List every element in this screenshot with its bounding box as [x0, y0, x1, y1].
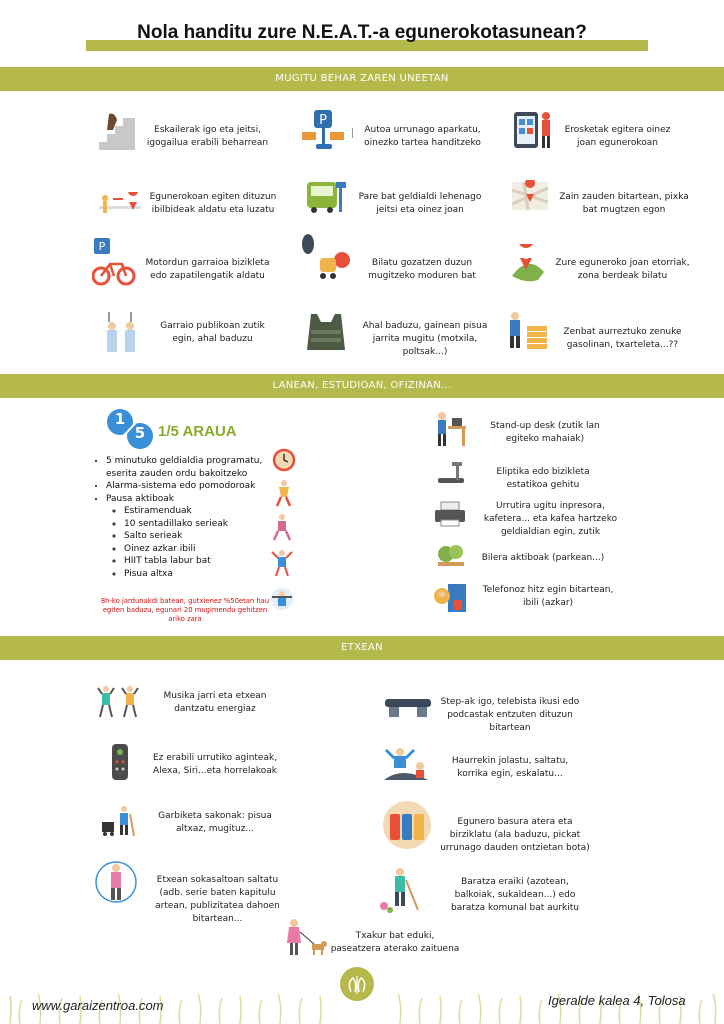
home-item-3: Ez erabili urrutiko aginteak, Alexa, Siri...eta horrelakoak: [152, 753, 278, 776]
moving-item-11: Ahal baduzu, gainean pisua jarrita mugitu (motxila, poltsak...): [362, 321, 488, 357]
rule-heading: 1/5 ARAUA: [158, 423, 237, 440]
moving-item-5: Pare bat geldialdi lehenago jeitsi eta oinez joan: [358, 192, 482, 215]
stretch-icon: [272, 478, 294, 508]
step-icon: [383, 697, 433, 719]
work-item-1: Stand-up desk (zutik lan egiteko mahaiak): [490, 421, 600, 444]
divider: [352, 128, 353, 138]
rule-bullet-2: • Alarma-sistema edo pomodoroak: [106, 480, 272, 493]
garai-logo-icon: [339, 966, 375, 1002]
rule-sub-3: ◦ Salto serieak: [124, 530, 272, 543]
map-icon: [510, 180, 550, 214]
parking-icon: [300, 108, 346, 152]
weight-icon: [268, 586, 296, 612]
moving-item-9: Zure eguneroko joan etorriak, zona berdeak bilatu: [555, 258, 690, 281]
squat-icon: [270, 512, 294, 542]
kids-play-icon: [380, 744, 432, 784]
svg-text:P: P: [319, 113, 327, 128]
work-item-3: Urrutira ugitu inpresora, kafetera... eta kafea hartzeko geldialdian egin, zutik: [483, 501, 618, 537]
moving-item-4: Egunerokoan egiten dituzun ibilbideak aldatu eta luzatu: [149, 192, 277, 215]
section-band-moving: MUGITU BEHAR ZAREN UNEETAN: [0, 67, 724, 91]
section-band-home: ETXEAN: [0, 636, 724, 660]
moving-item-10: Garraio publikoan zutik egin, ahal baduzu: [160, 321, 265, 344]
clock-icon: [272, 448, 296, 472]
home-item-9: Txakur bat eduki, paseatzera aterako zaituena: [330, 931, 460, 954]
work-item-4: Bilera aktiboak (parkean...): [481, 553, 605, 563]
dog-walk-icon: [282, 918, 328, 958]
moving-item-6: Zain zauden bitartean, pixka bat mugtzen egon: [559, 192, 689, 215]
rule-sub-5: ◦ HIIT tabla labur bat: [124, 555, 272, 568]
recycle-bins-icon: [382, 800, 432, 850]
work-item-5: Telefonoz hitz egin bitartean, ibili (azkar): [482, 585, 614, 608]
rule-bullet-3: [106, 493, 272, 581]
svg-text:P: P: [98, 240, 106, 253]
footer-address: Igeralde kalea 4, Tolosa: [548, 993, 686, 1008]
bus-icon: [303, 180, 347, 214]
vest-icon: [303, 310, 349, 354]
dance-icon: [96, 684, 144, 720]
stairs-icon: [97, 110, 137, 154]
home-item-7: Etxean sokasaltoan saltatu (adb. serie baten kapitulu artean, publizitatea dahoen bitartean...: [155, 875, 280, 924]
home-item-8: Baratza eraiki (azotean, balkoiak, sukaldean...) edo baratza komunal bat aurkitu: [450, 877, 579, 913]
rule-badge-bottom: 5: [134, 424, 146, 442]
standing-people-icon: [100, 310, 144, 354]
skate-icon: [298, 234, 354, 282]
shopping-icon: [510, 108, 556, 152]
rule-bullet-1: • 5 minutuko geldialdia programatu, eserita zauden ordu bakoitzeko: [106, 455, 272, 480]
printer-icon: [433, 500, 467, 528]
home-item-2: Step-ak igo, telebista ikusi edo podcastak entzuten dituzun bitartean: [440, 697, 580, 733]
park-icon: [436, 544, 466, 568]
home-item-5: Garbiketa sakonak: pisua altxaz, mugituz...: [158, 811, 272, 834]
phone-icon: [432, 582, 470, 614]
rule-sub-2: ◦ 10 sentadillako serieak: [124, 518, 272, 531]
work-item-2: Eliptika edo bizikleta estatikoa gehitu: [496, 467, 590, 490]
page-title: Nola handitu zure N.E.A.T.-a egunerokotasunean?: [137, 22, 587, 43]
remote-icon: [110, 742, 130, 782]
rule-badge-top: 1: [114, 410, 126, 428]
rule-sub-1: ◦ Estiramenduak: [124, 505, 272, 518]
gardening-icon: [378, 866, 424, 914]
jump-rope-icon: [92, 860, 140, 904]
treadmill-icon: [436, 460, 466, 486]
route-icon: [97, 192, 143, 222]
moving-item-12: Zenbat aurreztuko zenuke gasolinan, txarteleta...??: [563, 327, 682, 350]
location-icon: [508, 244, 548, 284]
jump-icon: [270, 548, 294, 578]
moving-item-2: Autoa urrunago aparkatu, oinezko tartea handitzeko: [364, 125, 481, 148]
moving-item-3: Erosketak egitera oinez joan egunerokoan: [564, 125, 671, 148]
section-band-work: LANEAN, ESTUDIOAN, OFIZINAN...: [0, 374, 724, 398]
rule-bullet-3-label: Pausa aktiboak: [106, 493, 175, 504]
rule-list: [92, 455, 272, 580]
moving-item-1: Eskailerak igo eta jeitsi, igogailua erabili beharrean: [146, 125, 269, 148]
moving-item-8: Bilatu gozatzen duzun mugitzeko moduren bat: [368, 258, 476, 281]
home-item-4: Haurrekin jolastu, saltatu, korrika egin, eskalatu...: [451, 756, 569, 779]
cleaning-icon: [100, 804, 136, 838]
savings-icon: [505, 308, 551, 354]
footer-website[interactable]: www.garaizentroa.com: [32, 998, 164, 1013]
rule-sub-4: ◦ Oinez azkar ibili: [124, 543, 272, 556]
rule-note: 8h-ko jardunakdi batean, gutxienez %50etan hau egiten baduzu, egunari 20 mugimendu gehitzen ariko zara: [100, 597, 270, 623]
home-item-1: Musika jarri eta etxean dantzatu energiaz: [163, 691, 267, 714]
home-item-6: Egunero basura atera eta birziklatu (ala baduzu, pickat urrunago dauden ontzietan bota): [440, 817, 590, 853]
bicycle-icon: [92, 236, 136, 288]
moving-item-7: Motordun garraioa bizikleta edo zapatilengatik aldatu: [145, 258, 270, 281]
standing-desk-icon: [432, 410, 468, 448]
rule-sub-6: ◦ Pisua altxa: [124, 568, 272, 581]
rule-badge-icon: [104, 406, 156, 450]
